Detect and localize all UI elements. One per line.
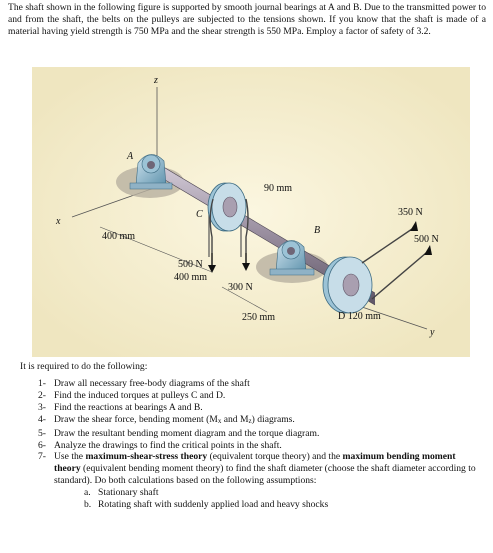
assumption-item: [84, 499, 478, 511]
task-number: 3-: [38, 401, 46, 413]
assumption-letter: b.: [84, 499, 92, 511]
subscript-x: x: [217, 416, 222, 425]
task-item: [38, 378, 478, 390]
subscript-z: z: [248, 416, 252, 425]
shaft-diagram: [32, 67, 470, 357]
label-90mm: 90 mm: [264, 183, 293, 194]
assumption-text: Rotating shaft with suddenly applied load and heavy shocks: [98, 499, 329, 511]
label-c: C: [196, 209, 203, 220]
problem-statement: The shaft shown in the following figure is supported by smooth journal bearings at A and B. Due to the transmitted power to and from the shaft, the belts on the pulleys are subjected to the tensions shown. If you know that the shaft is made of a material having yield strength is 750 MPa and the shear strength is 550 MPa. Employ a factor of safety of 3.2.: [8, 2, 486, 38]
task-number: 7-: [38, 451, 46, 463]
shaft-figure: [32, 67, 470, 357]
instructions-intro: It is required to do the following:: [20, 361, 148, 372]
task-text-mid: (equivalent torque theory) and the: [207, 451, 343, 463]
label-350n: 350 N: [398, 207, 423, 218]
task-text: Analyze the drawings to find the critical points in the shaft.: [54, 439, 282, 451]
label-400mm-mid: 400 mm: [174, 272, 208, 283]
label-400mm-left: 400 mm: [102, 231, 136, 242]
task-item: [38, 428, 478, 440]
label-250mm: 250 mm: [242, 312, 276, 323]
task-text: Draw all necessary free-body diagrams of the shaft: [54, 378, 250, 389]
label-500n-c: 500 N: [178, 259, 203, 270]
label-z: z: [154, 75, 158, 86]
label-b: B: [314, 225, 321, 236]
label-500n-d: 500 N: [414, 234, 439, 245]
task-text-post: ) diagrams.: [251, 413, 295, 425]
bold-max-shear-stress: maximum-shear-stress theory: [85, 451, 208, 463]
task-list: [38, 378, 478, 511]
task-item: [38, 451, 478, 511]
label-d-120mm: D 120 mm: [338, 311, 381, 322]
task-text-pre: Draw the shear force, bending moment (M: [54, 413, 218, 425]
assumption-item: [84, 487, 478, 499]
bold-max-bending-moment: maximum bending moment theory: [54, 451, 456, 475]
task-number: 2-: [38, 389, 46, 401]
label-300n: 300 N: [228, 282, 253, 293]
task-number: 4-: [38, 413, 46, 425]
task-item: [38, 440, 478, 452]
task-text-pre: Use the: [54, 451, 86, 463]
task-number: 1-: [38, 378, 46, 389]
assumption-letter: a.: [84, 487, 91, 499]
task-number: 6-: [38, 439, 46, 451]
task-item: [38, 402, 478, 414]
task-item: [38, 390, 478, 402]
task-text-mid: and M: [221, 413, 249, 425]
task-text: Find the induced torques at pulleys C and D.: [54, 389, 226, 401]
label-x: x: [56, 216, 61, 227]
label-y: y: [430, 327, 435, 338]
task-text: Find the reactions at bearings A and B.: [54, 401, 203, 413]
assumption-text: Stationary shaft: [98, 487, 159, 499]
task-number: 5-: [38, 427, 46, 439]
task-text: Draw the resultant bending moment diagram and the torque diagram.: [54, 427, 320, 439]
assumption-list: [54, 487, 478, 511]
task-text-post: (equivalent bending moment theory) to find the shaft diameter (choose the shaft diameter according to standard). Do both calculations based on the following assumptions:: [54, 463, 476, 487]
task-item: [38, 414, 478, 428]
label-a: A: [127, 151, 134, 162]
